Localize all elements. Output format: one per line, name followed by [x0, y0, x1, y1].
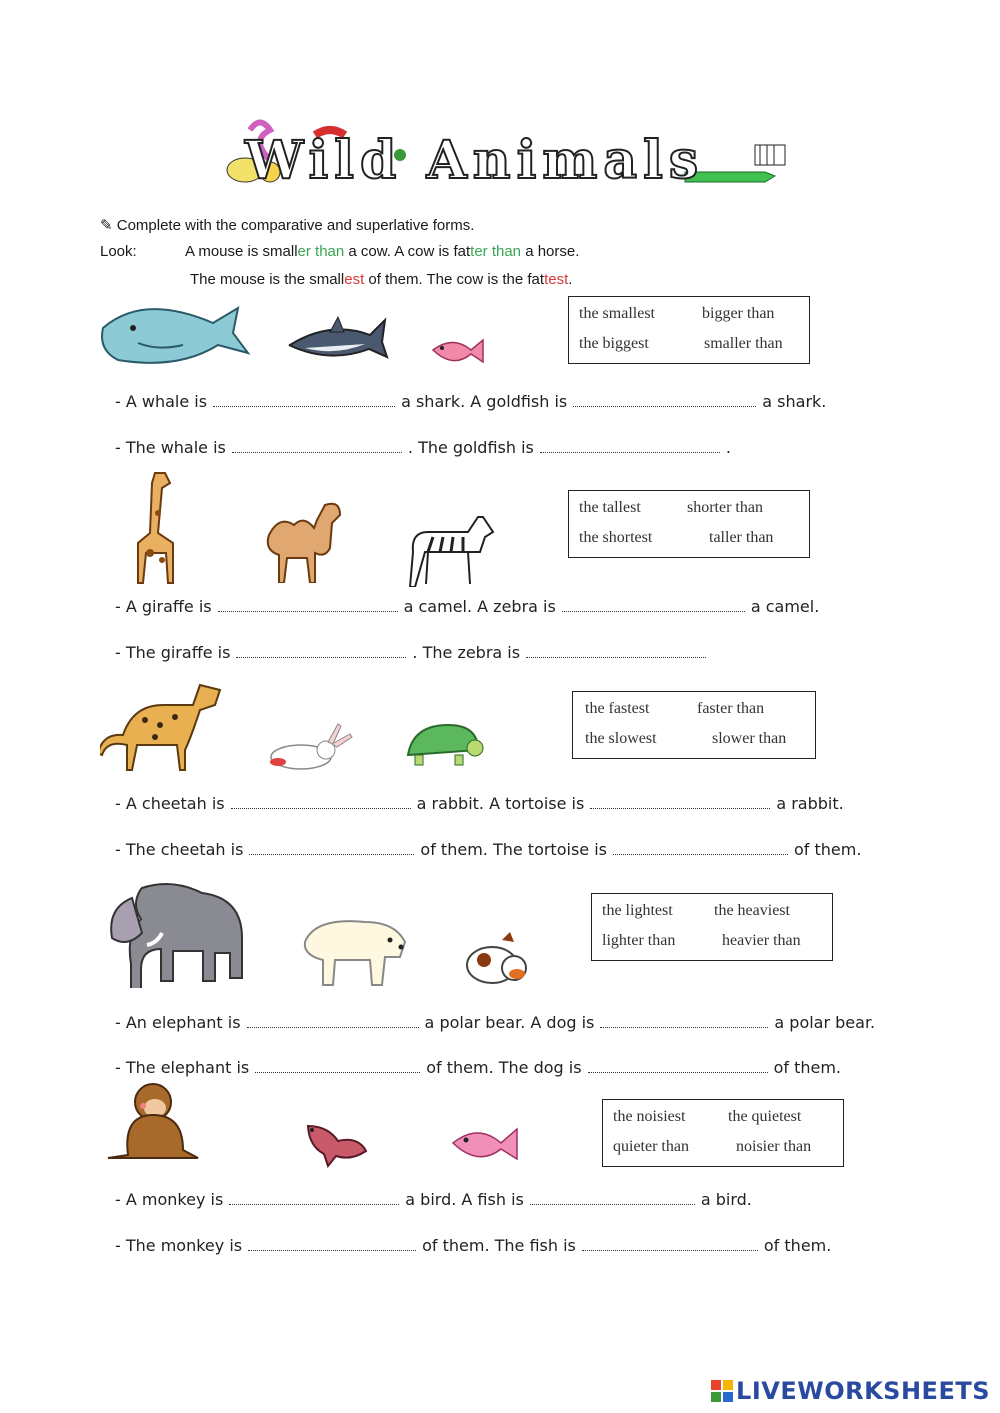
word-option: noisier than — [736, 1138, 812, 1155]
sentence-2b: - The giraffe is . The zebra is — [115, 643, 712, 662]
cheetah-image — [100, 675, 230, 773]
word-box-4 — [591, 893, 833, 961]
sentence-1a: - A whale is a shark. A goldfish is a shark. — [115, 392, 827, 411]
answer-blank[interactable] — [588, 1060, 768, 1073]
answer-blank[interactable] — [229, 1192, 399, 1205]
word-option: the quietest — [728, 1108, 802, 1125]
word-box-3 — [572, 691, 816, 759]
word-option: heavier than — [722, 932, 801, 949]
word-box-5 — [602, 1099, 844, 1167]
tortoise-image — [400, 720, 485, 772]
word-box-2 — [568, 490, 810, 558]
whale-image — [98, 298, 258, 373]
example-line-2: The mouse is the smallest of them. The cow is the fattest. — [190, 271, 573, 288]
example-line-1: A mouse is smaller than a cow. A cow is fatter than a horse. — [185, 243, 580, 260]
look-label: Look: — [100, 243, 137, 260]
shark-image — [285, 310, 390, 365]
liveworksheets-logo-icon — [711, 1380, 733, 1402]
word-option: faster than — [697, 700, 765, 717]
liveworksheets-logo[interactable] — [711, 1377, 990, 1405]
answer-blank[interactable] — [218, 599, 398, 612]
camel-image — [255, 495, 347, 583]
word-option: the shortest — [579, 529, 653, 546]
answer-blank[interactable] — [573, 394, 756, 407]
giraffe-image — [120, 468, 180, 586]
title-text: Wild Animals — [245, 130, 705, 191]
sentence-4b: - The elephant is of them. The dog is of them. — [115, 1058, 841, 1077]
instruction-text: Complete with the comparative and superlative forms. — [116, 217, 475, 234]
answer-blank[interactable] — [530, 1192, 695, 1205]
word-option: the lightest — [602, 902, 673, 919]
logo-text: LIVEWORKSHEETS — [736, 1377, 990, 1405]
word-option: bigger than — [702, 305, 775, 322]
rabbit-image — [266, 722, 354, 774]
answer-blank[interactable] — [613, 842, 788, 855]
word-option: the smallest — [579, 305, 655, 322]
answer-blank[interactable] — [231, 796, 411, 809]
fish-image — [448, 1118, 523, 1168]
word-option: the slowest — [585, 730, 657, 747]
word-option: the heaviest — [714, 902, 790, 919]
answer-blank[interactable] — [526, 645, 706, 658]
answer-blank[interactable] — [232, 440, 402, 453]
polar-bear-image — [295, 912, 410, 990]
word-option: the noisiest — [613, 1108, 686, 1125]
answer-blank[interactable] — [236, 645, 406, 658]
bird-image — [298, 1116, 370, 1168]
sentence-5b: - The monkey is of them. The fish is of them. — [115, 1236, 832, 1255]
answer-blank[interactable] — [255, 1060, 420, 1073]
answer-blank[interactable] — [590, 796, 770, 809]
sentence-1b: - The whale is . The goldfish is . — [115, 438, 731, 457]
sentence-5a: - A monkey is a bird. A fish is a bird. — [115, 1190, 752, 1209]
title-banner — [215, 110, 815, 200]
word-box-1 — [568, 296, 810, 364]
answer-blank[interactable] — [582, 1238, 758, 1251]
answer-blank[interactable] — [249, 842, 414, 855]
monkey-image — [103, 1080, 203, 1166]
word-option: the tallest — [579, 499, 641, 516]
answer-blank[interactable] — [247, 1015, 419, 1028]
word-option: taller than — [709, 529, 774, 546]
answer-blank[interactable] — [248, 1238, 416, 1251]
zebra-image — [408, 512, 498, 587]
word-option: smaller than — [704, 335, 783, 352]
sentence-4a: - An elephant is a polar bear. A dog is a polar bear. — [115, 1013, 876, 1032]
sentence-3a: - A cheetah is a rabbit. A tortoise is a rabbit. — [115, 794, 844, 813]
answer-blank[interactable] — [540, 440, 720, 453]
goldfish-image — [428, 330, 488, 370]
dog-image — [462, 930, 534, 990]
elephant-image — [102, 878, 250, 988]
sentence-2a: - A giraffe is a camel. A zebra is a camel. — [115, 597, 820, 616]
word-option: slower than — [712, 730, 787, 747]
word-option: the fastest — [585, 700, 650, 717]
pencil-icon: ✎ — [100, 217, 113, 234]
word-option: the biggest — [579, 335, 649, 352]
word-option: lighter than — [602, 932, 676, 949]
answer-blank[interactable] — [562, 599, 745, 612]
sentence-3b: - The cheetah is of them. The tortoise is of them. — [115, 840, 862, 859]
answer-blank[interactable] — [213, 394, 395, 407]
word-option: quieter than — [613, 1138, 689, 1155]
word-option: shorter than — [687, 499, 763, 516]
instruction — [100, 216, 474, 234]
answer-blank[interactable] — [600, 1015, 768, 1028]
